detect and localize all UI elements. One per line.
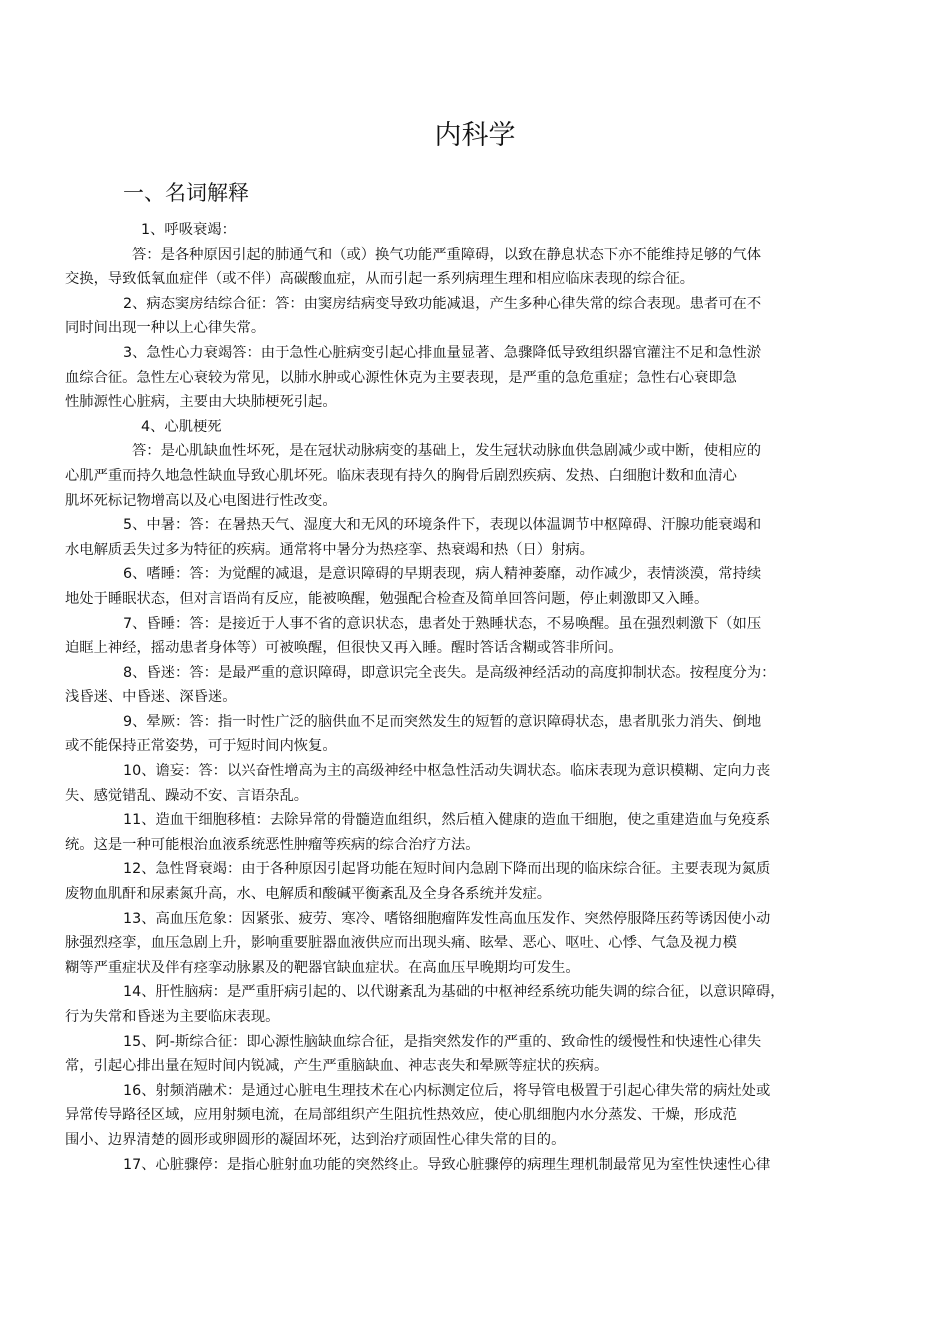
paragraph-line: 17、心脏骤停：是指心脏射血功能的突然终止。导致心脏骤停的病理生理机制最常见为室性快速性心律 bbox=[123, 1156, 771, 1173]
definition-paragraph bbox=[65, 808, 854, 857]
paragraph-line: 性肺源性心脏病，主要由大块肺梗死引起。 bbox=[65, 394, 337, 411]
paragraph-line: 1、呼吸衰竭： bbox=[141, 222, 236, 238]
paragraph-line: 血综合征。急性左心衰较为常见，以肺水肿或心源性休克为主要表现，是严重的急危重症；急性右心衰即急 bbox=[65, 369, 737, 386]
definition-paragraph bbox=[65, 562, 854, 611]
paragraph-line: 浅昏迷、中昏迷、深昏迷。 bbox=[65, 689, 237, 706]
paragraph-line: 肌坏死标记物增高以及心电图进行性改变。 bbox=[65, 492, 337, 509]
definition-paragraph bbox=[94, 218, 854, 243]
paragraph-line: 废物血肌酐和尿素氮升高，水、电解质和酸碱平衡紊乱及全身各系统并发症。 bbox=[65, 886, 552, 903]
definition-paragraph bbox=[65, 439, 854, 513]
paragraph-line: 12、急性肾衰竭：由于各种原因引起肾功能在短时间内急剧下降而出现的临床综合征。主要表现为氮质 bbox=[123, 861, 771, 878]
paragraph-line: 5、中暑：答：在暑热天气、湿度大和无风的环境条件下，表现以体温调节中枢障碍、汗腺功能衰竭和 bbox=[123, 517, 762, 534]
paragraph-line: 交换，导致低氧血症伴（或不伴）高碳酸血症，从而引起一系列病理生理和相应临床表现的综合征。 bbox=[65, 271, 695, 288]
paragraph-line: 8、昏迷：答：是最严重的意识障碍，即意识完全丧失。是高级神经活动的高度抑制状态。按程度分为： bbox=[123, 664, 776, 681]
paragraph-line: 15、阿-斯综合征：即心源性脑缺血综合征，是指突然发作的严重的、致命性的缓慢性和快速性心律失 bbox=[123, 1033, 762, 1050]
paragraph-line: 同时间出现一种以上心律失常。 bbox=[65, 320, 266, 337]
paragraph-line: 7、昏睡：答：是接近于人事不省的意识状态，患者处于熟睡状态，不易唤醒。虽在强烈刺激下（如压 bbox=[123, 615, 762, 632]
paragraph-line: 心肌严重而持久地急性缺血导致心肌坏死。临床表现有持久的胸骨后剧烈疾病、发热、白细胞计数和血清心 bbox=[65, 467, 737, 484]
definition-paragraph bbox=[65, 341, 854, 415]
definition-paragraph bbox=[65, 292, 854, 341]
paragraph-line: 水电解质丢失过多为特征的疾病。通常将中暑分为热痉挛、热衰竭和热（日）射病。 bbox=[65, 541, 594, 558]
definition-paragraph bbox=[65, 980, 854, 1029]
paragraph-line: 迫眶上神经，摇动患者身体等）可被唤醒，但很快又再入睡。醒时答话含糊或答非所问。 bbox=[65, 640, 623, 657]
paragraph-line: 4、心肌梗死 bbox=[141, 418, 222, 435]
paragraph-line: 13、高血压危象：因紧张、疲劳、寒冷、嗜铬细胞瘤阵发性高血压发作、突然停服降压药等诱因使小动 bbox=[123, 910, 771, 927]
definition-paragraph bbox=[65, 710, 854, 759]
paragraph-line: 14、肝性脑病：是严重肝病引起的、以代谢紊乱为基础的中枢神经系统功能失调的综合征，以意识障碍， bbox=[123, 984, 785, 1001]
definition-paragraph bbox=[65, 243, 854, 292]
paragraph-line: 糊等严重症状及伴有痉挛动脉累及的靶器官缺血症状。在高血压早晚期均可发生。 bbox=[65, 959, 580, 976]
paragraph-line: 围小、边界清楚的圆形或卵圆形的凝固坏死，达到治疗顽固性心律失常的目的。 bbox=[65, 1131, 566, 1148]
paragraph-line: 9、晕厥：答：指一时性广泛的脑供血不足而突然发生的短暂的意识障碍状态，患者肌张力消失、倒地 bbox=[123, 713, 762, 730]
definition-paragraph bbox=[65, 612, 854, 661]
definition-paragraph bbox=[65, 907, 854, 981]
paragraph-line: 异常传导路径区域，应用射频电流，在局部组织产生阻抗性热效应，使心肌细胞内水分蒸发、干燥，形成范 bbox=[65, 1107, 737, 1124]
paragraph-line: 2、病态窦房结综合征：答：由窦房结病变导致功能减退，产生多种心律失常的综合表现。患者可在不 bbox=[123, 295, 762, 312]
paragraph-line: 常，引起心排出量在短时间内锐减，产生严重脑缺血、神志丧失和晕厥等症状的疾病。 bbox=[65, 1058, 609, 1075]
section-heading: 一、名词解释 bbox=[123, 181, 249, 205]
definition-paragraph bbox=[65, 661, 854, 710]
definition-paragraph bbox=[65, 1079, 854, 1153]
paragraph-line: 3、急性心力衰竭答：由于急性心脏病变引起心排血量显著、急骤降低导致组织器官灌注不足和急性淤 bbox=[123, 344, 762, 361]
definition-paragraph bbox=[65, 857, 854, 906]
definition-paragraph bbox=[65, 513, 854, 562]
paragraph-line: 脉强烈痉挛，血压急剧上升，影响重要脏器血液供应而出现头痛、眩晕、恶心、呕吐、心悸、气急及视力模 bbox=[65, 935, 737, 952]
paragraph-line: 或不能保持正常姿势，可于短时间内恢复。 bbox=[65, 738, 337, 755]
paragraph-line: 答：是心肌缺血性坏死，是在冠状动脉病变的基础上，发生冠状动脉血供急剧减少或中断，使相应的 bbox=[132, 443, 762, 460]
paragraph-line: 6、嗜睡：答：为觉醒的减退，是意识障碍的早期表现，病人精神萎靡，动作减少，表情淡漠，常持续 bbox=[123, 566, 762, 583]
paragraph-line: 统。这是一种可能根治血液系统恶性肿瘤等疾病的综合治疗方法。 bbox=[65, 836, 480, 853]
document-body bbox=[65, 218, 854, 1177]
document-title: 内科学 bbox=[434, 120, 516, 151]
definition-paragraph bbox=[65, 1030, 854, 1079]
paragraph-line: 10、谵妄：答：以兴奋性增高为主的高级神经中枢急性活动失调状态。临床表现为意识模糊、定向力丧 bbox=[123, 763, 771, 780]
paragraph-line: 答：是各种原因引起的肺通气和（或）换气功能严重障碍，以致在静息状态下亦不能维持足够的气体 bbox=[132, 246, 762, 263]
paragraph-line: 失、感觉错乱、躁动不安、言语杂乱。 bbox=[65, 787, 309, 804]
paragraph-line: 地处于睡眠状态，但对言语尚有反应，能被唤醒，勉强配合检查及简单回答问题，停止刺激即又入睡。 bbox=[65, 590, 709, 607]
definition-paragraph bbox=[65, 759, 854, 808]
paragraph-line: 行为失常和昏迷为主要临床表现。 bbox=[65, 1009, 280, 1025]
definition-paragraph bbox=[94, 415, 854, 440]
paragraph-line: 11、造血干细胞移植：去除异常的骨髓造血组织，然后植入健康的造血干细胞，使之重建造血与免疫系 bbox=[123, 812, 771, 829]
definition-paragraph bbox=[94, 1153, 854, 1178]
paragraph-line: 16、射频消融术：是通过心脏电生理技术在心内标测定位后，将导管电极置于引起心律失常的病灶处或 bbox=[123, 1082, 771, 1099]
